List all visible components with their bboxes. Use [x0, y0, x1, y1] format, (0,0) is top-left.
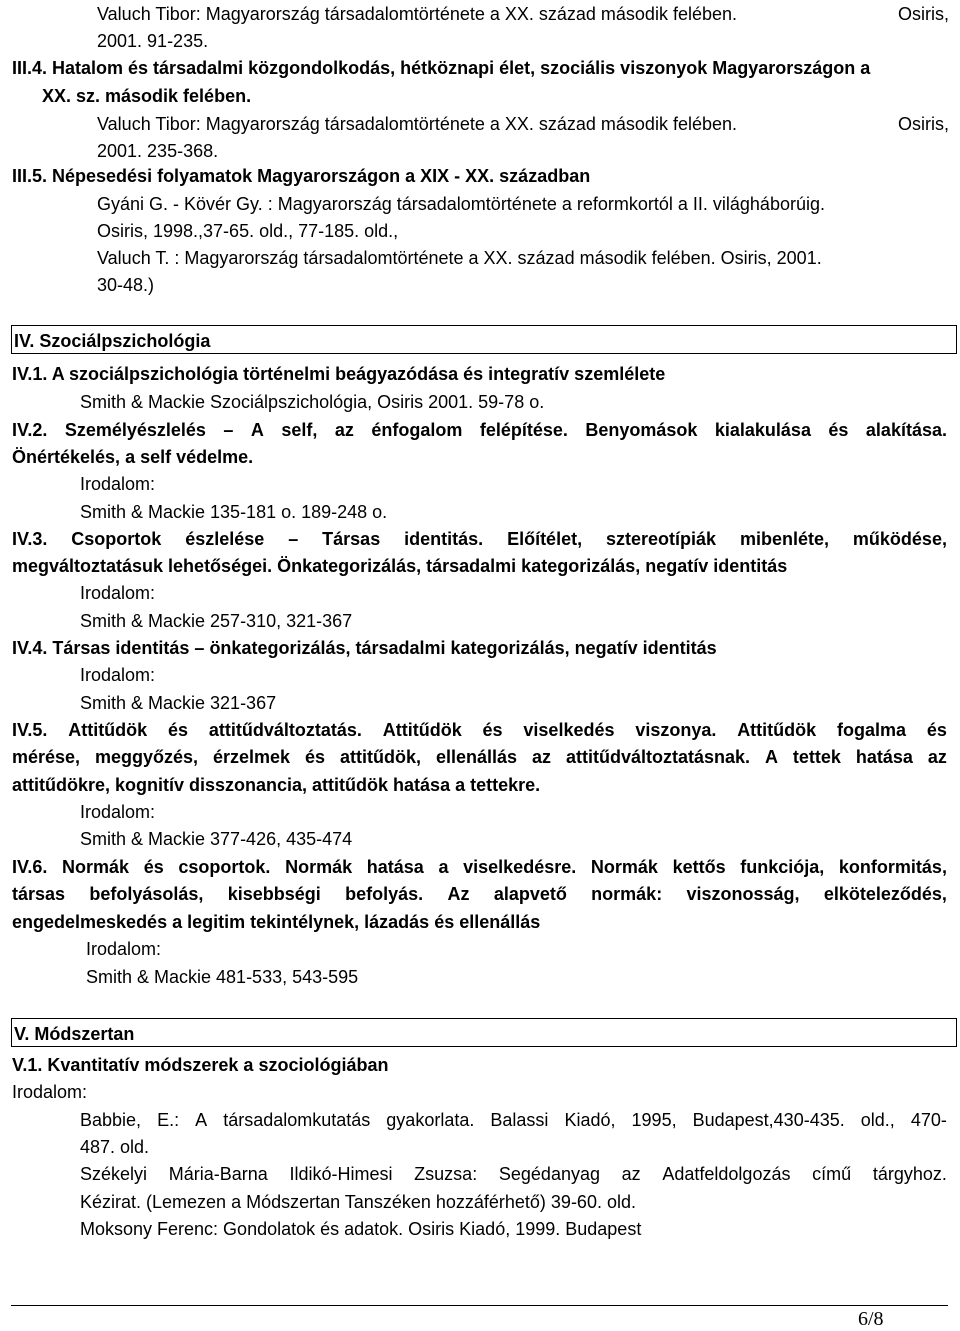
word: kettős: [672, 857, 726, 877]
ref-line: Smith & Mackie 321-367: [80, 693, 277, 713]
word: az: [334, 420, 354, 440]
word: Balassi: [490, 1110, 549, 1130]
word: konformitás,: [838, 857, 947, 877]
irodalom-label: Irodalom:: [86, 939, 162, 959]
word: meggyőzés,: [95, 747, 199, 767]
heading-iv-6-cont2: engedelmeskedés a legitim tekintélynek, lázadás és ellenállás: [12, 912, 541, 932]
word: A: [250, 420, 264, 440]
word: identitás.: [404, 529, 484, 549]
word: mérése,: [12, 747, 81, 767]
heading-iv-6-cont: [12, 882, 947, 906]
ref-line: [97, 112, 949, 136]
word: Székelyi: [80, 1164, 148, 1184]
ref-line: [97, 2, 949, 26]
word: és: [828, 420, 849, 440]
word: Zsuzsa:: [414, 1164, 478, 1184]
word: kisebbségi: [227, 884, 321, 904]
heading-iv-5-cont2: attitűdökre, kognitív disszonancia, attitűdök hatása a tettekre.: [12, 775, 541, 795]
word: mibenléte,: [739, 529, 829, 549]
irodalom-label: Irodalom:: [12, 1082, 88, 1102]
heading-iv-1: IV.1. A szociálpszichológia történelmi beágyazódása és integratív szemlélete: [12, 364, 666, 384]
word: Segédanyag: [498, 1164, 600, 1184]
word: E.:: [157, 1110, 180, 1130]
word: Személyészlelés: [64, 420, 206, 440]
word: Normák: [62, 857, 130, 877]
word: ellenállás: [435, 747, 518, 767]
ref-publisher: Osiris,: [898, 114, 949, 134]
ref-line: 30-48.): [97, 275, 155, 295]
word: viszonosság,: [686, 884, 800, 904]
word: Adatfeldolgozás: [662, 1164, 791, 1184]
word: viselkedésre.: [463, 857, 577, 877]
irodalom-label: Irodalom:: [80, 802, 156, 822]
word: kialakulása: [714, 420, 811, 440]
word: felépítése.: [479, 420, 568, 440]
word: az: [927, 747, 947, 767]
word: fogalma: [837, 720, 907, 740]
irodalom-label: Irodalom:: [80, 665, 156, 685]
section-title-box: [11, 1018, 957, 1047]
word: tárgyhoz.: [872, 1164, 947, 1184]
irodalom-label: Irodalom:: [80, 474, 156, 494]
word: tettek: [792, 747, 841, 767]
word: elköteleződés,: [823, 884, 947, 904]
word: Az: [447, 884, 470, 904]
ref-line: Smith & Mackie 377-426, 435-474: [80, 829, 353, 849]
word: 1995,: [631, 1110, 677, 1130]
ref-text: Valuch Tibor: Magyarország társadalomtörténete a XX. század második felében.: [97, 4, 738, 24]
word: az: [531, 747, 551, 767]
ref-line: Osiris, 1998.,37-65. old., 77-185. old.,: [97, 221, 399, 241]
word: old.,: [860, 1110, 895, 1130]
ref-line: Smith & Mackie Szociálpszichológia, Osiris 2001. 59-78 o.: [80, 392, 545, 412]
word: Normák: [285, 857, 353, 877]
word: sztereotípiák: [606, 529, 717, 549]
word: Mária-Barna: [168, 1164, 268, 1184]
word: érzelmek: [213, 747, 291, 767]
word: Ildikó-Himesi: [289, 1164, 393, 1184]
word: viszonya.: [635, 720, 717, 740]
heading-iv-5: [12, 718, 947, 742]
word: társas: [12, 884, 66, 904]
word: gyakorlata.: [386, 1110, 475, 1130]
word: Attitűdök: [737, 720, 817, 740]
word: Előítélet,: [507, 529, 583, 549]
ref-line: Kézirat. (Lemezen a Módszertan Tanszéken hozzáférhető) 39-60. old.: [80, 1192, 636, 1212]
heading-iii-5: III.5. Népesedési folyamatok Magyarországon a XIX - XX. században: [12, 166, 591, 186]
word: alapvető: [493, 884, 567, 904]
ref-line: 2001. 91-235.: [97, 31, 209, 51]
word: csoportok.: [178, 857, 271, 877]
section-title-v: V. Módszertan: [14, 1024, 135, 1044]
word: –: [288, 529, 299, 549]
word: Társas: [322, 529, 381, 549]
ref-line: Moksony Ferenc: Gondolatok és adatok. Osiris Kiadó, 1999. Budapest: [80, 1219, 642, 1239]
word: IV.6.: [12, 857, 48, 877]
word: self,: [281, 420, 318, 440]
ref-line: 487. old.: [80, 1137, 150, 1157]
word: az: [621, 1164, 641, 1184]
word: Benyomások: [585, 420, 698, 440]
word: IV.5.: [12, 720, 48, 740]
page-number: 6/8: [858, 1308, 884, 1330]
heading-iv-5-cont: [12, 745, 947, 769]
ref-line: Valuch T. : Magyarország társadalomtörténete a XX. század második felében. Osiris, 2001.: [97, 248, 822, 268]
word: Babbie,: [80, 1110, 142, 1130]
word: című: [812, 1164, 852, 1184]
word: A: [764, 747, 778, 767]
word: hatása: [855, 747, 913, 767]
heading-iv-3-cont: megváltoztatásuk lehetőségei. Önkategorizálás, társadalmi kategorizálás, negatív identitás: [12, 556, 788, 576]
heading-iv-4: IV.4. Társas identitás – önkategorizálás, társadalmi kategorizálás, negatív identitás: [12, 638, 717, 658]
ref-publisher: Osiris,: [898, 4, 949, 24]
word: A: [195, 1110, 208, 1130]
word: működése,: [852, 529, 947, 549]
heading-iii-4: III.4. Hatalom és társadalmi közgondolkodás, hétköznapi élet, szociális viszonyok Magyarországon a: [12, 58, 871, 78]
word: hatása: [366, 857, 424, 877]
heading-iv-2: [12, 418, 947, 442]
heading-iv-6: [12, 855, 947, 879]
ref-line: [80, 1108, 947, 1132]
word: viselkedés: [523, 720, 615, 740]
word: 470-: [910, 1110, 947, 1130]
word: attitűdváltoztatás.: [208, 720, 362, 740]
heading-iv-3: [12, 527, 947, 551]
word: –: [223, 420, 234, 440]
word: befolyás.: [345, 884, 424, 904]
word: Attitűdök: [68, 720, 148, 740]
word: IV.2.: [12, 420, 48, 440]
ref-line: Smith & Mackie 135-181 o. 189-248 o.: [80, 502, 388, 522]
ref-line: Smith & Mackie 481-533, 543-595: [86, 967, 359, 987]
word: és: [143, 857, 164, 877]
word: Normák: [590, 857, 658, 877]
word: Budapest,430-435.: [692, 1110, 845, 1130]
word: funkciója,: [740, 857, 825, 877]
heading-iv-2-cont: Önértékelés, a self védelme.: [12, 447, 254, 467]
word: normák:: [591, 884, 663, 904]
word: a: [438, 857, 449, 877]
word: és: [168, 720, 189, 740]
word: IV.3.: [12, 529, 48, 549]
word: alakítása.: [865, 420, 947, 440]
word: és: [305, 747, 326, 767]
ref-line: Smith & Mackie 257-310, 321-367: [80, 611, 353, 631]
irodalom-label: Irodalom:: [80, 583, 156, 603]
heading-v-1: V.1. Kvantitatív módszerek a szociológiában: [12, 1055, 389, 1075]
footer-divider: [11, 1305, 948, 1306]
word: és: [482, 720, 503, 740]
ref-line: [80, 1162, 947, 1186]
word: társadalomkutatás: [223, 1110, 371, 1130]
word: észlelése: [185, 529, 265, 549]
ref-line: 2001. 235-368.: [97, 141, 219, 161]
word: attitűdváltoztatásnak.: [565, 747, 750, 767]
section-title-iv: IV. Szociálpszichológia: [14, 331, 211, 351]
word: befolyásolás,: [89, 884, 204, 904]
word: Csoportok: [71, 529, 162, 549]
ref-text: Valuch Tibor: Magyarország társadalomtörténete a XX. század második felében.: [97, 114, 738, 134]
ref-line: Gyáni G. - Kövér Gy. : Magyarország társadalomtörténete a reformkortól a II. világháborúig.: [97, 194, 825, 214]
word: attitűdök,: [340, 747, 422, 767]
heading-iii-4-cont: XX. sz. második felében.: [42, 86, 252, 106]
word: Kiadó,: [564, 1110, 616, 1130]
word: Attitűdök: [382, 720, 462, 740]
word: és: [926, 720, 947, 740]
word: énfogalom: [371, 420, 463, 440]
